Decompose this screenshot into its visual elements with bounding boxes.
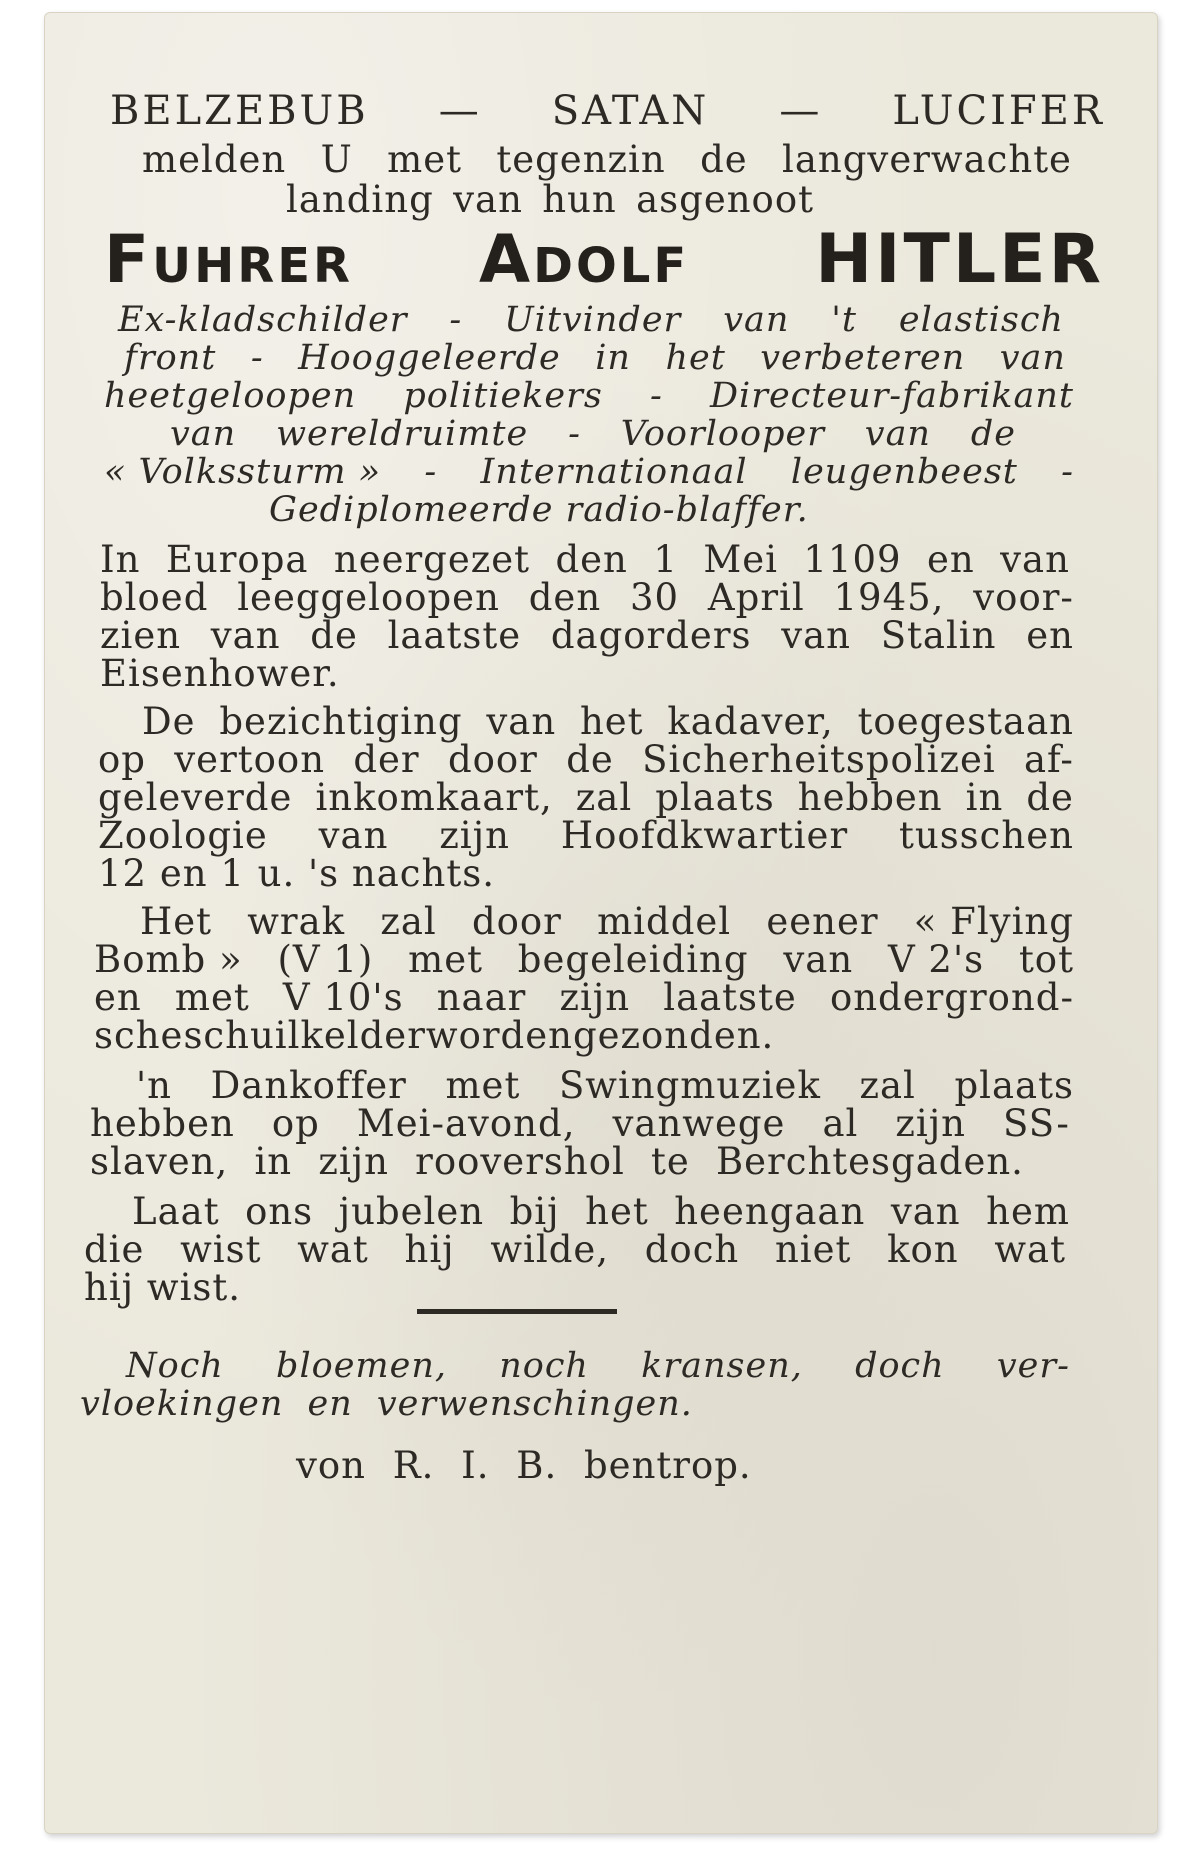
title-adolf: ADOLF (479, 221, 690, 298)
paragraph-2-line-3: geleverde inkomkaart, zal plaats hebben in de (98, 776, 1074, 819)
paragraph-3-line-3: en met V 10's naar zijn laatste ondergrond- (94, 976, 1074, 1019)
closing-line-1: Noch bloemen, noch kransen, doch ver- (126, 1346, 1070, 1386)
paragraph-5-line-2: die wist wat hij wilde, doch niet kon wat (84, 1228, 1066, 1271)
intro-line-1: melden U met tegenzin de langverwachte (142, 138, 1072, 181)
signature: von R. I. B. bentrop. (296, 1444, 752, 1487)
titles-line-5: « Volkssturm » - Internationaal leugenbeest - (104, 452, 1074, 492)
header-dash: — (779, 88, 823, 134)
titles-line-3: heetgeloopen politiekers - Directeur-fabrikant (104, 376, 1074, 416)
paragraph-1-line-4: Eisenhower. (100, 652, 340, 695)
header-name-belzebub: BELZEBUB (110, 88, 369, 134)
header-name-satan: SATAN (551, 88, 710, 134)
header-name-lucifer: LUCIFER (892, 88, 1105, 134)
header-names (110, 88, 1105, 134)
title-hitler: HITLER (815, 220, 1104, 299)
titles-line-4: van wereldruimte - Voorlooper van de (170, 414, 1016, 454)
paragraph-4-line-1: 'n Dankoffer met Swingmuziek zal plaats (136, 1064, 1074, 1107)
intro-line-2: landing van hun asgenoot (286, 178, 814, 221)
paragraph-1-line-2: bloed leeggeloopen den 30 April 1945, voor- (100, 576, 1074, 619)
obituary-card (44, 12, 1158, 1834)
paragraph-2-line-2: op vertoon der door de Sicherheitspolizei af- (98, 738, 1074, 781)
paragraph-3-line-4: sche schuilkelder worden gezonden. (94, 1014, 775, 1057)
paragraph-1-line-1: In Europa neergezet den 1 Mei 1109 en van (100, 538, 1070, 581)
paragraph-2-line-1: De bezichtiging van het kadaver, toegestaan (142, 700, 1074, 743)
paragraph-5-line-3: hij wist. (84, 1266, 242, 1309)
paragraph-4-line-3: slaven, in zijn roovershol te Berchtesgaden. (90, 1140, 1024, 1183)
paragraph-4-line-2: hebben op Mei-avond, vanwege al zijn SS- (90, 1102, 1070, 1145)
closing-line-2: vloekingen en verwenschingen. (80, 1384, 693, 1424)
paragraph-3-line-2: Bomb » (V 1) met begeleiding van V 2's tot (94, 938, 1074, 981)
paragraph-2-line-5: 12 en 1 u. 's nachts. (98, 852, 495, 895)
titles-line-2: front - Hooggeleerde in het verbeteren van (124, 338, 1066, 378)
titles-line-6: Gediplomeerde radio-blaffer. (269, 490, 809, 530)
paragraph-1-line-3: zien van de laatste dagorders van Stalin en (100, 614, 1074, 657)
paragraph-2-line-4: Zoologie van zijn Hoofdkwartier tusschen (98, 814, 1074, 857)
header-dash: — (438, 88, 482, 134)
title-fuhrer: FUHRER (104, 221, 353, 298)
paragraph-5-line-1: Laat ons jubelen bij het heengaan van hem (132, 1190, 1070, 1233)
paragraph-3-line-1: Het wrak zal door middel eener « Flying (140, 900, 1074, 943)
divider-rule (417, 1309, 617, 1314)
titles-line-1: Ex-kladschilder - Uitvinder van 't elastisch (118, 300, 1064, 340)
